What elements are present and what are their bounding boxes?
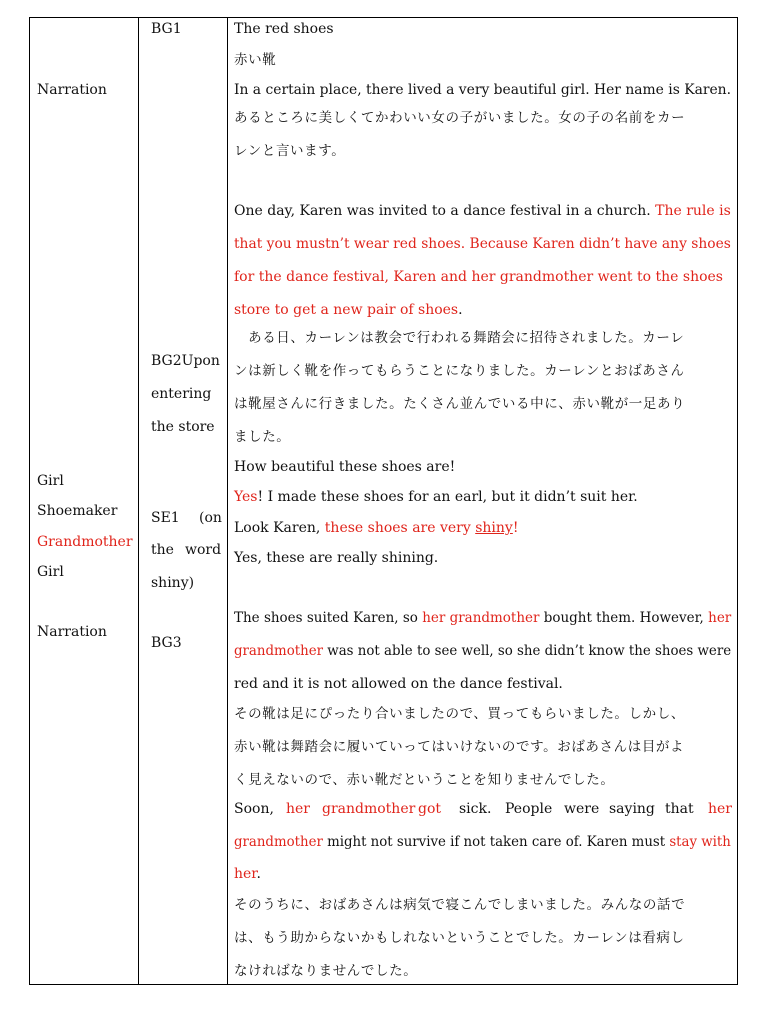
highlight-word: her <box>708 801 732 817</box>
narration-text-jp: ある日、カーレンは教会で行われる舞踏会に招待されました。カーレ <box>234 330 685 346</box>
highlight-run: The rule is <box>655 203 731 219</box>
narration-text <box>234 643 731 659</box>
cue-se1: word <box>185 542 222 558</box>
cue-bg2: the store <box>151 419 215 435</box>
highlight-word: grandmother <box>322 801 416 817</box>
role-narration: Narration <box>37 82 107 98</box>
narration-text-jp: なければなりませんでした。 <box>234 963 418 979</box>
narration-text-jp: は靴屋さんに行きました。たくさん並んでいる中に、赤い靴が一足あり <box>234 396 686 412</box>
word: that <box>665 801 694 817</box>
word: People <box>505 801 553 817</box>
girl-line: Yes, these are really shining. <box>234 550 439 566</box>
word: saying <box>609 801 655 817</box>
text-run: One day, Karen was invited to a dance festival in a church. <box>234 203 651 219</box>
word: were <box>564 801 600 817</box>
highlight-run: her <box>708 610 732 626</box>
underlined-word: shiny <box>475 520 513 536</box>
narration-text: In a certain place, there lived a very beautiful girl. Her name is Karen. <box>234 82 732 98</box>
role-girl: Girl <box>37 473 64 489</box>
title-en: The red shoes <box>234 21 334 37</box>
highlight-run: her grandmother <box>422 610 540 626</box>
text-run: was not able to see well, so she didn’t know the shoes were <box>327 643 732 659</box>
text-run: might not survive if not taken care of. Karen must <box>327 834 666 850</box>
highlight-line: for the dance festival, Karen and her grandmother went to the shoes <box>234 269 723 285</box>
cue-se1: SE1 <box>151 510 180 526</box>
highlight-run: stay with <box>669 834 731 850</box>
narration-text <box>234 834 731 850</box>
cue-bg1: BG1 <box>151 21 182 37</box>
role-girl: Girl <box>37 564 64 580</box>
cue-bg2: BG2Upon <box>151 353 220 369</box>
narration-text-jp: く見えないので、赤い靴だということを知りませんでした。 <box>234 772 615 788</box>
title-jp: 赤い靴 <box>234 52 277 68</box>
highlight-run: store to get a new pair of shoes <box>234 302 459 318</box>
highlight-run: her <box>234 866 257 882</box>
text-run: . <box>256 866 261 882</box>
narration-text-jp: は、もう助からないかもしれないということでした。カーレンは看病し <box>234 930 685 946</box>
highlight-run: grandmother <box>234 643 324 659</box>
narration-text <box>234 302 463 318</box>
shoemaker-line <box>234 489 638 505</box>
cue-se1: (on <box>199 510 222 526</box>
cue-se1: shiny) <box>151 575 195 591</box>
narration-text <box>234 203 731 219</box>
narration-text-jp: そのうちに、おばあさんは病気で寝こんでしまいました。みんなの話で <box>234 897 686 913</box>
highlight-run: grandmother <box>234 834 323 850</box>
word: sick. <box>459 801 492 817</box>
highlight-word: her <box>286 801 310 817</box>
role-shoemaker: Shoemaker <box>37 503 118 519</box>
narration-text <box>234 866 261 882</box>
narration-text-jp: 赤い靴は舞踏会に履いていってはいけないのです。おばあさんは目がよ <box>234 739 685 755</box>
narration-text-jp: その靴は足にぴったり合いましたので、買ってもらいました。しかし、 <box>234 706 685 722</box>
text-run: The shoes suited Karen, so <box>234 610 418 626</box>
text-run: Look Karen, <box>234 520 321 536</box>
narration-text: red and it is not allowed on the dance festival. <box>234 676 563 692</box>
highlight-line: that you mustn’t wear red shoes. Because Karen didn’t have any shoes <box>234 236 731 252</box>
word: Soon, <box>234 801 274 817</box>
highlight-run: these shoes are very <box>324 520 471 536</box>
role-grandmother: Grandmother <box>37 534 133 550</box>
script-table <box>29 17 738 985</box>
column-divider <box>138 18 139 984</box>
text-run: ! I made these shoes for an earl, but it didn’t suit her. <box>257 489 638 505</box>
highlight-run: Yes <box>234 489 258 505</box>
highlight-word: got <box>418 801 442 817</box>
cue-bg2: entering <box>151 386 212 402</box>
narration-text-jp: あるところに美しくてかわいい女の子がいました。女の子の名前をカー <box>234 110 686 126</box>
text-run: bought them. However, <box>543 610 704 626</box>
role-narration: Narration <box>37 624 107 640</box>
highlight-run: ! <box>512 520 519 536</box>
narration-text-jp: ました。 <box>234 429 291 445</box>
narration-text-jp: レンと言います。 <box>234 143 346 159</box>
text-run: . <box>458 302 463 318</box>
narration-text <box>234 610 731 626</box>
girl-line: How beautiful these shoes are! <box>234 459 456 475</box>
narration-text-jp: ンは新しく靴を作ってもらうことになりました。カーレンとおばあさん <box>234 363 685 379</box>
cue-se1: the <box>151 542 174 558</box>
grandmother-line <box>234 520 518 536</box>
column-divider <box>227 18 228 984</box>
cue-bg3: BG3 <box>151 635 182 651</box>
